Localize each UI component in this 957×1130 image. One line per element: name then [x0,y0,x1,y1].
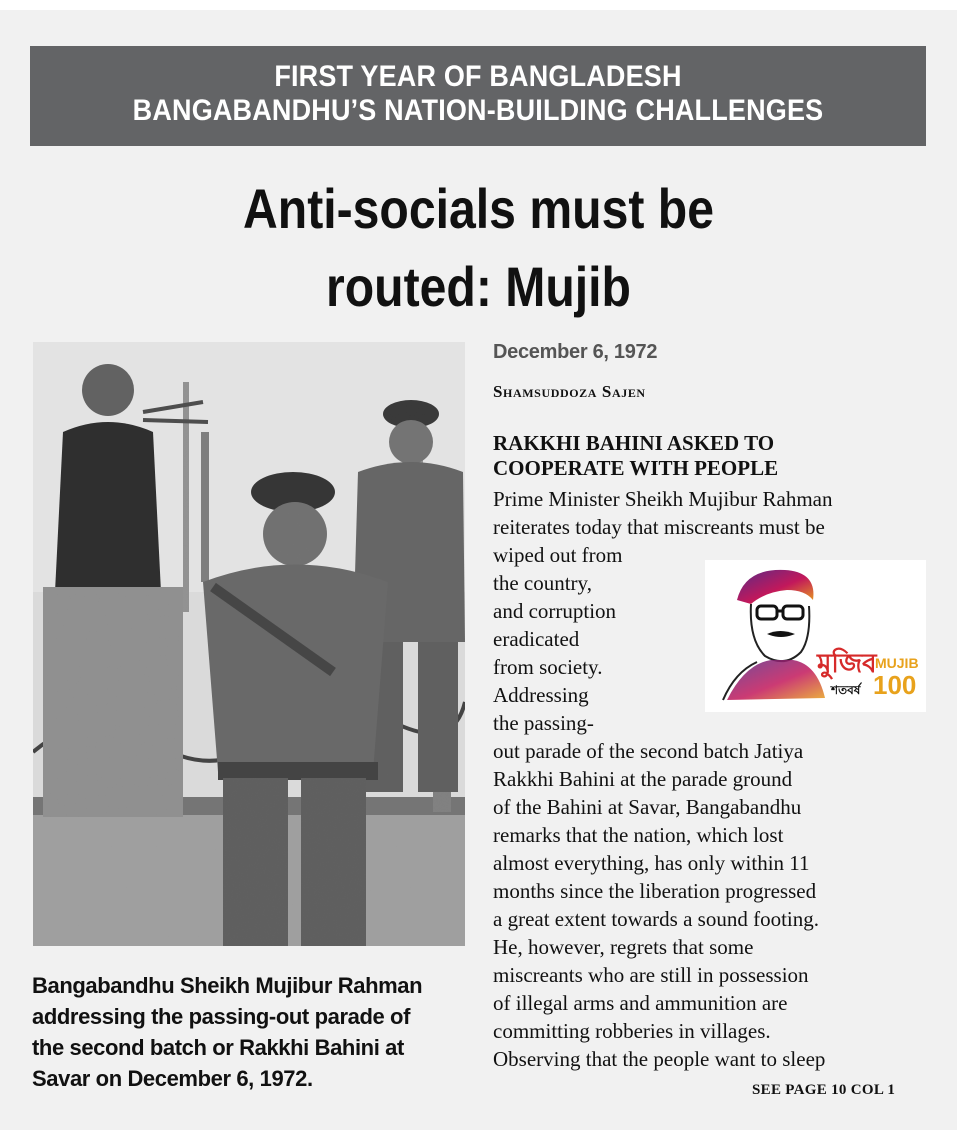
parade-photo-illustration [33,342,465,946]
continued-reference: SEE PAGE 10 COL 1 [752,1082,896,1098]
logo-bangla-sub: শতবর্ষ [831,683,861,697]
body-line: miscreants who are still in possession [493,963,809,987]
body-line: of illegal arms and ammunition are [493,991,788,1015]
body-line: the country, [493,571,592,595]
body-line: Observing that the people want to sleep [493,1047,826,1071]
body-line: Prime Minister Sheikh Mujibur Rahman [493,487,833,511]
logo-bangla-text: মুজিব [817,649,877,679]
body-line: a great extent towards a sound footing. [493,907,819,931]
body-line: Rakkhi Bahini at the parade ground [493,767,793,791]
headline-line-2: routed: Mujib [326,255,631,318]
body-line: wiped out from [493,543,623,567]
body-line: eradicated [493,627,580,651]
article-subhead [493,431,923,481]
newspaper-page [0,10,957,1130]
caption-line: the second batch or Rakkhi Bahini at [32,1035,404,1060]
logo-mujib-text: MUJIB [875,655,919,671]
caption-line: Savar on December 6, 1972. [32,1066,313,1091]
dateline: December 6, 1972 [493,341,658,363]
logo-100-text: 100 [873,670,917,700]
body-line: of the Bahini at Savar, Bangabandhu [493,795,802,819]
section-banner [30,46,926,146]
caption-line: Bangabandhu Sheikh Mujibur Rahman [32,973,423,998]
body-line: months since the liberation progressed [493,879,817,903]
body-line: and corruption [493,599,617,623]
body-line: committing robberies in villages. [493,1019,771,1043]
photo-caption [32,970,472,1094]
banner-line-1: FIRST YEAR OF BANGLADESH [274,60,682,93]
banner-line-2: BANGABANDHU’S NATION-BUILDING CHALLENGES [132,94,824,127]
body-line: almost everything, has only within 11 [493,851,810,875]
body-line: remarks that the nation, which lost [493,823,784,847]
subhead-line: COOPERATE WITH PEOPLE [493,456,779,480]
subhead-line: RAKKHI BAHINI ASKED TO [493,431,775,455]
body-line: Addressing [493,683,589,707]
body-line: He, however, regrets that some [493,935,754,959]
headline-line-1: Anti-socials must be [242,177,714,240]
body-line: from society. [493,655,603,679]
mujib-100-logo [705,560,926,712]
body-line: the passing- [493,711,594,735]
byline: Shamsuddoza Sajen [493,382,646,401]
body-line: reiterates today that miscreants must be [493,515,825,539]
caption-line: addressing the passing-out parade of [32,1004,410,1029]
mujib-100-logo-graphic [705,560,926,712]
parade-photo [33,342,465,946]
body-line: out parade of the second batch Jatiya [493,739,804,763]
